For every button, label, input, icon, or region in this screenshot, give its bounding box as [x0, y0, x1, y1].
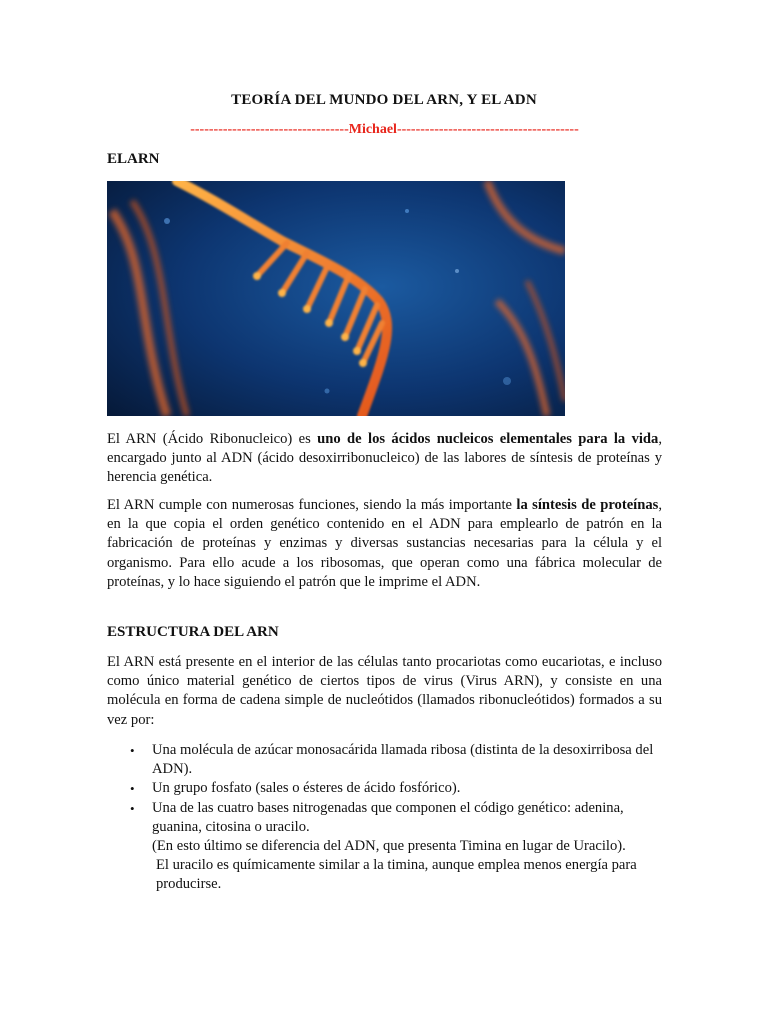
- bullet-note: (En esto último se diferencia del ADN, que presenta Timina en lugar de Uracilo).: [152, 838, 626, 855]
- list-item: • Una molécula de azúcar monosacárida llamada ribosa (distinta de la desoxirribosa del ADN).: [130, 742, 654, 778]
- bullet-note: El uracilo es químicamente similar a la timina, aunque emplea menos energía para producirse.: [156, 857, 637, 893]
- rna-strand-illustration-icon: [107, 181, 565, 416]
- bullet-icon: •: [130, 800, 135, 816]
- author-line: ----------------------------------Michael---------------------------------------: [190, 122, 579, 137]
- section-heading-arn: ELARN: [107, 151, 160, 167]
- bullet-icon: •: [130, 781, 135, 797]
- paragraph-intro: El ARN (Ácido Ribonucleico) es uno de los ácidos nucleicos elementales para la vida, encargado junto al ADN (ácido desoxirribonucleico) de las labores de síntesis de proteínas y herencia genética.: [107, 431, 662, 486]
- paragraph-structure: El ARN está presente en el interior de las células tanto procariotas como eucariotas, e incluso como único material genético de ciertos tipos de virus (Virus ARN), y consiste en una molécula en forma de cadena simple de nucleótidos (llamados ribonucleótidos) formados a su vez por:: [107, 654, 662, 728]
- list-item: • Un grupo fosfato (sales o ésteres de ácido fosfórico).: [107, 779, 662, 798]
- document-title: TEORÍA DEL MUNDO DEL ARN, Y EL ADN: [231, 92, 537, 108]
- section-heading-estructura: ESTRUCTURA DEL ARN: [107, 624, 279, 640]
- components-list: [107, 741, 662, 895]
- paragraph-functions: El ARN cumple con numerosas funciones, siendo la más importante la síntesis de proteínas, en la que copia el orden genético contenido en el ADN para emplearlo de patrón en la fabricación de proteínas y enzimas y diversas sustancias necesarias para la célula y el organismo. Para ello acude a los ribosomas, que operan como una fábrica molecular de proteínas, y lo hace siguiendo el patrón que le imprime el ADN.: [107, 497, 662, 590]
- list-item: • Una de las cuatro bases nitrogenadas que componen el código genético: adenina, guanina, citosina o uracilo. (En esto último se diferencia del ADN, que presenta Timina en lugar de Uracilo). El uracilo es químicamente similar a la timina, aunque emplea menos energía para producirse.: [107, 799, 662, 895]
- bullet-icon: •: [130, 743, 135, 758]
